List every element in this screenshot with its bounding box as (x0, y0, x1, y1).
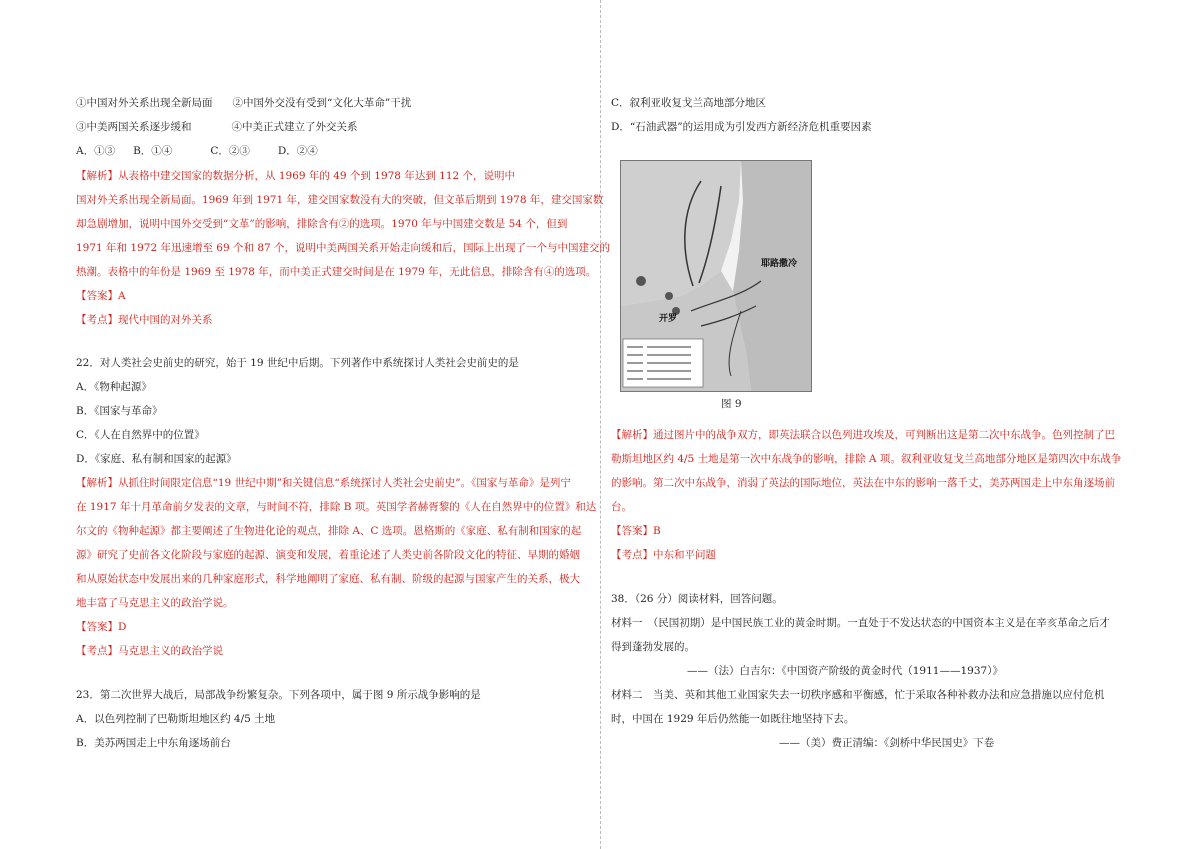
q23-stem: 23．第二次世界大战后，局部战争纷繁复杂。下列各项中，属于图 9 所示战争影响的是 (76, 689, 481, 701)
q21-point: 【考点】现代中国的对外关系 (76, 314, 213, 326)
q23-analysis-line: 【解析】通过图片中的战争双方，即英法联合以色列进攻埃及，可判断出这是第二次中东战争。色列控制了巴 (611, 429, 1115, 441)
q21-analysis-line: 热潮。表格中的年份是 1969 至 1978 年，而中美正式建交时间是在 1979 年，无此信息，排除含有④的选项。 (76, 266, 597, 278)
q22-option-a: A．《物种起源》 (76, 381, 152, 393)
figure-caption: 图 9 (721, 398, 742, 410)
q38-material1-line: 材料一 （民国初期）是中国民族工业的黄金时期。一直处于不发达状态的中国资本主义是在辛亥革命之后才 (611, 617, 1110, 629)
q22-option-b: B．《国家与革命》 (76, 405, 163, 417)
q38-stem: 38．（26 分）阅读材料，回答问题。 (611, 593, 783, 605)
q21-analysis-line: 却急剧增加，说明中国外交受到“文革”的影响，排除含有②的选项。1970 年与中国建交数是 54 个，但到 (76, 218, 568, 230)
q23-option-d: D．“石油武器”的运用成为引发西方新经济危机重要因素 (611, 121, 872, 133)
q21-analysis-line: 国对外关系出现全新局面。1969 年到 1971 年，建交国家数没有大的突破，但文革后期到 1978 年，建交国家数 (76, 194, 604, 206)
q22-analysis-line: 和从原始状态中发展出来的几种家庭形式，科学地阐明了家庭、私有制、阶级的起源与国家产生的关系，极大 (76, 573, 580, 585)
q22-point: 【考点】马克思主义的政治学说 (76, 645, 223, 657)
q23-option-b: B．美苏两国走上中东角逐场前台 (76, 737, 231, 749)
q21-analysis-line: 1971 年和 1972 年迅速增至 69 个和 87 个，说明中美两国关系开始走向缓和后，国际上出现了一个与中国建交的 (76, 242, 611, 254)
q21-answer: 【答案】A (76, 290, 126, 302)
q22-option-c: C．《人在自然界中的位置》 (76, 429, 205, 441)
map-label-cairo: 开罗 (659, 314, 678, 324)
q38-material2-line: 时，中国在 1929 年后仍然能一如既往地坚持下去。 (611, 713, 855, 725)
middle-east-war-map (621, 161, 811, 391)
q23-point: 【考点】中东和平问题 (611, 549, 716, 561)
q23-answer: 【答案】B (611, 525, 661, 537)
q22-option-d: D．《家庭、私有制和国家的起源》 (76, 453, 237, 465)
q23-analysis-line: 勒斯坦地区约 4/5 土地是第一次中东战争的影响，排除 A 项。叙利亚收复戈兰高地部分地区是第四次中东战争 (611, 453, 1122, 465)
q22-answer: 【答案】D (76, 621, 127, 633)
q22-analysis-line: 在 1917 年十月革命前夕发表的文章，与时间不符，排除 B 项。英国学者赫胥黎的《人在自然界中的位置》和达 (76, 501, 597, 513)
q22-analysis-line: 地丰富了马克思主义的政治学说。 (76, 597, 234, 609)
map-label-jerusalem: 耶路撒冷 (761, 259, 798, 269)
q22-analysis-line: 源》研究了史前各文化阶段与家庭的起源、演变和发展，着重论述了人类史前各阶段文化的特征、早期的婚姻 (76, 549, 580, 561)
q21-choices: A．①③ B．①④ C．②③ D．②④ (76, 145, 318, 157)
figure-9-map (620, 160, 812, 392)
q23-option-c: C．叙利亚收复戈兰高地部分地区 (611, 97, 767, 109)
q21-options-line1: ①中国对外关系出现全新局面 ②中国外交没有受到“文化大革命”干扰 (76, 97, 412, 109)
q38-material2-line: 材料二 当美、英和其他工业国家失去一切秩序感和平衡感，忙于采取各种补救办法和应急措施以应付危机 (611, 689, 1105, 701)
q23-analysis-line: 台。 (611, 501, 632, 513)
q23-option-a: A．以色列控制了巴勒斯坦地区约 4/5 土地 (76, 713, 276, 725)
q23-analysis-line: 的影响。第二次中东战争，消弱了英法的国际地位，英法在中东的影响一落千丈，美苏两国走上中东角逐场前 (611, 477, 1115, 489)
column-divider (600, 0, 601, 849)
q22-analysis-line: 【解析】从抓住时间限定信息“19 世纪中期”和关键信息“系统探讨人类社会史前史”。《国家与革命》是列宁 (76, 477, 571, 489)
q38-material2-source: ——（美）费正清编：《剑桥中华民国史》下卷 (779, 737, 995, 749)
q21-options-line2: ③中美两国关系逐步缓和 ④中美正式建立了外交关系 (76, 121, 358, 133)
q38-material1-line: 得到蓬勃发展的。 (611, 641, 695, 653)
q38-material1-source: ——（法）白吉尔：《中国资产阶级的黄金时代（1911——1937）》 (687, 665, 1003, 677)
q22-stem: 22．对人类社会史前史的研究，始于 19 世纪中后期。下列著作中系统探讨人类社会史前史的是 (76, 357, 519, 369)
q22-analysis-line: 尔文的《物种起源》都主要阐述了生物进化论的观点，排除 A、C 选项。恩格斯的《家庭、私有制和国家的起 (76, 525, 582, 537)
q21-analysis-line: 【解析】从表格中建交国家的数据分析，从 1969 年的 49 个到 1978 年达到 112 个，说明中 (76, 170, 516, 182)
